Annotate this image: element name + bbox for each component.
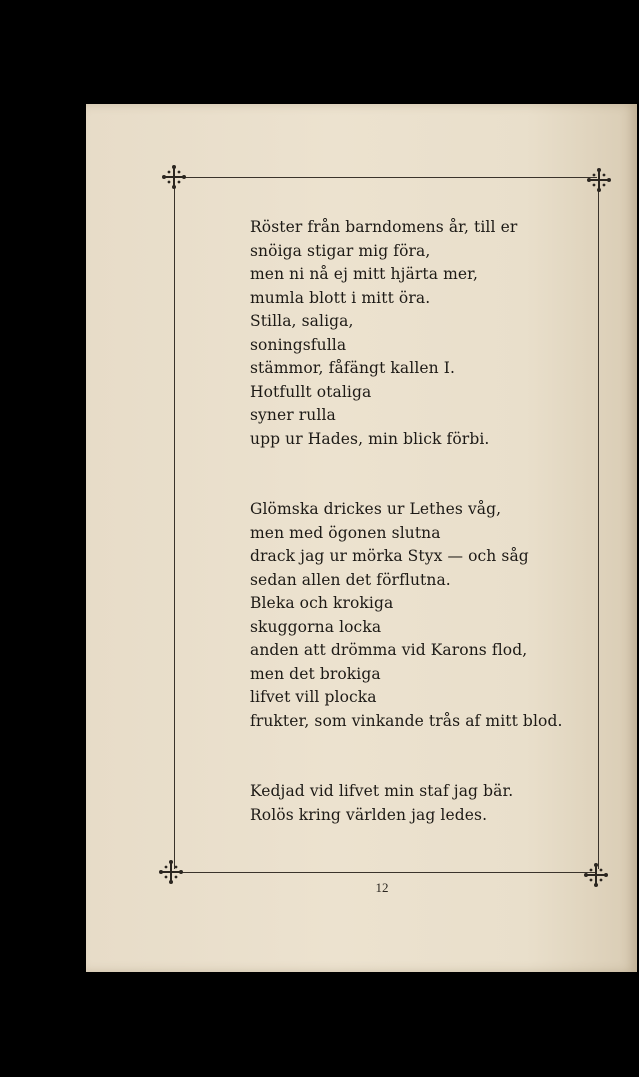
poem-line: men ni nå ej mitt hjärta mer,	[250, 265, 478, 283]
poem-text	[250, 216, 590, 827]
frame-left-rule	[174, 181, 175, 869]
cross-fleuron-icon	[583, 862, 609, 888]
poem-line: stämmor, fåfängt kallen I.	[250, 359, 456, 377]
stanza-1	[250, 216, 590, 451]
poem-line: syner rulla	[250, 406, 336, 424]
poem-line: soningsfulla	[250, 335, 347, 354]
frame-top-rule	[176, 177, 597, 178]
poem-line: frukter, som vinkande trås af mitt blod.	[250, 711, 563, 730]
poem-line: snöiga stigar mig föra,	[250, 241, 431, 260]
stanza-spacer	[250, 733, 590, 780]
poem-line: men med ögonen slutna	[250, 523, 441, 542]
frame-right-rule	[598, 181, 599, 869]
poem-line: men det brokiga	[250, 664, 381, 683]
cross-fleuron-icon	[586, 167, 612, 193]
frame-bottom-rule	[176, 872, 597, 873]
page-number: 12	[375, 880, 389, 895]
cross-fleuron-icon	[158, 859, 184, 885]
stanza-spacer	[250, 451, 590, 498]
poem-line: Kedjad vid lifvet min staf jag bär.	[250, 782, 514, 800]
poem-line: anden att drömma vid Karons flod,	[250, 641, 528, 659]
poem-line: Röster från barndomens år, till er	[250, 218, 518, 236]
poem-line: mumla blott i mitt öra.	[250, 288, 431, 307]
poem-line: lifvet vill plocka	[250, 688, 377, 706]
poem-line: Glömska drickes ur Lethes våg,	[250, 500, 502, 518]
poem-line: Rolös kring världen jag ledes.	[250, 805, 488, 824]
poem-line: Stilla, saliga,	[250, 312, 354, 330]
poem-line: Hotfullt otaliga	[250, 382, 372, 401]
poem-line: upp ur Hades, min blick förbi.	[250, 429, 490, 448]
poem-line: sedan allen det förflutna.	[250, 570, 451, 589]
stanza-3	[250, 780, 590, 827]
poem-line: drack jag ur mörka Styx — och såg	[250, 547, 529, 565]
poem-line: skuggorna locka	[250, 617, 382, 636]
stanza-2	[250, 498, 590, 733]
cross-fleuron-icon	[161, 164, 187, 190]
poem-line: Bleka och krokiga	[250, 594, 394, 612]
